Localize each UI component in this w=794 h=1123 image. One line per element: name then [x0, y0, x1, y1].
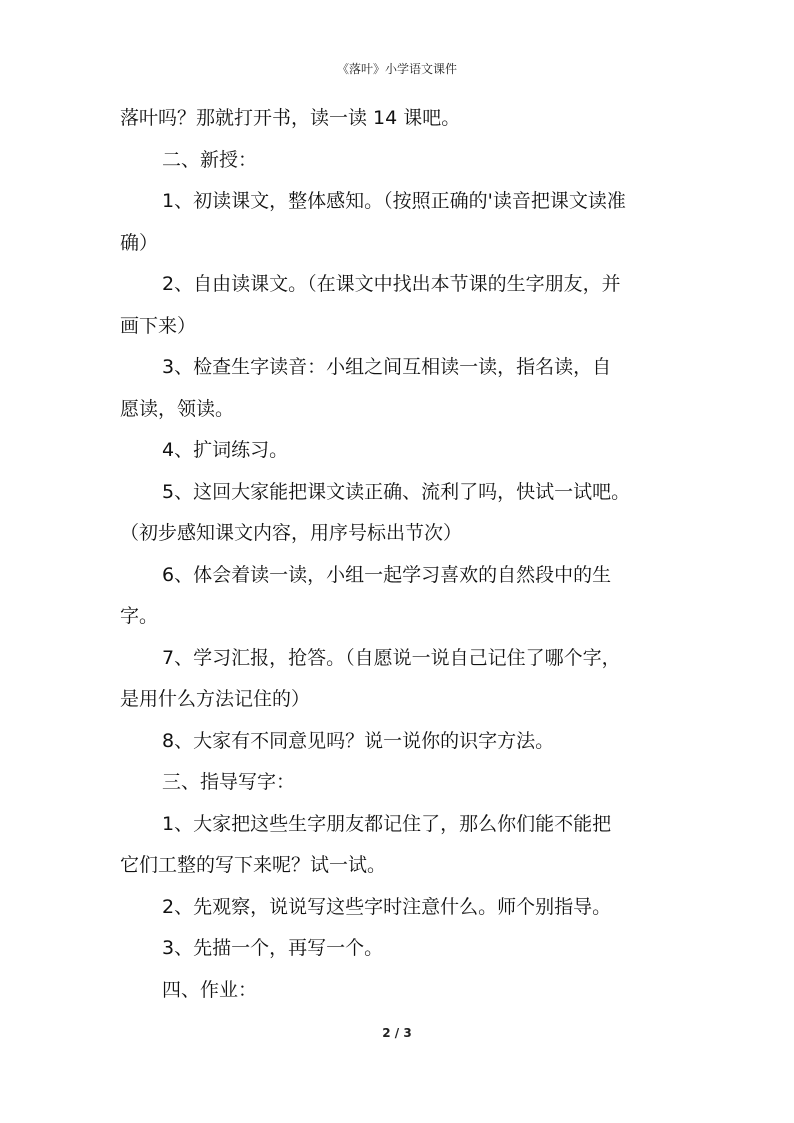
text-line: 7、学习汇报，抢答。（自愿说一说自己记住了哪个字， — [162, 646, 621, 669]
text-line: 是用什么方法记住的） — [120, 688, 311, 710]
text-line: 2、自由读课文。（在课文中找出本节课的生字朋友，并 — [162, 273, 621, 295]
page-footer — [0, 1026, 794, 1040]
document-title: 《落叶》小学语文课件 — [336, 62, 457, 76]
text-line: 3、先描一个，再写一个。 — [162, 937, 384, 959]
text-line: 愿读，领读。 — [120, 397, 235, 420]
page-header — [0, 60, 794, 77]
text-line: （初步感知课文内容，用序号标出节次） — [120, 522, 463, 544]
text-line: 4、扩词练习。 — [162, 439, 289, 461]
text-line: 3、检查生字读音：小组之间互相读一读，指名读，自 — [162, 356, 612, 378]
text-line: 5、这回大家能把课文读正确、流利了吗，快试一试吧。 — [162, 480, 631, 503]
text-line: 二、新授： — [162, 148, 258, 171]
text-line: 字。 — [120, 605, 159, 627]
text-line: 2、先观察，说说写这些字时注意什么。师个别指导。 — [162, 895, 612, 918]
text-line: 四、作业： — [162, 978, 258, 1001]
document-body — [120, 98, 680, 1011]
text-line: 8、大家有不同意见吗？说一说你的识字方法。 — [162, 729, 555, 752]
text-line: 落叶吗？那就打开书，读一读 14 课吧。 — [120, 107, 461, 129]
text-line: 画下来） — [120, 314, 197, 337]
text-line: 确） — [120, 231, 159, 254]
text-line: 6、体会着读一读，小组一起学习喜欢的自然段中的生 — [162, 563, 612, 586]
text-line: 它们工整的写下来呢？试一试。 — [120, 854, 387, 876]
text-line: 1、大家把这些生字朋友都记住了，那么你们能不能把 — [162, 812, 612, 835]
page-number: 2 / 3 — [382, 1026, 412, 1040]
text-line: 1、初读课文，整体感知。（按照正确的'读音把课文读准 — [162, 190, 626, 212]
text-line: 三、指导写字： — [162, 771, 296, 793]
